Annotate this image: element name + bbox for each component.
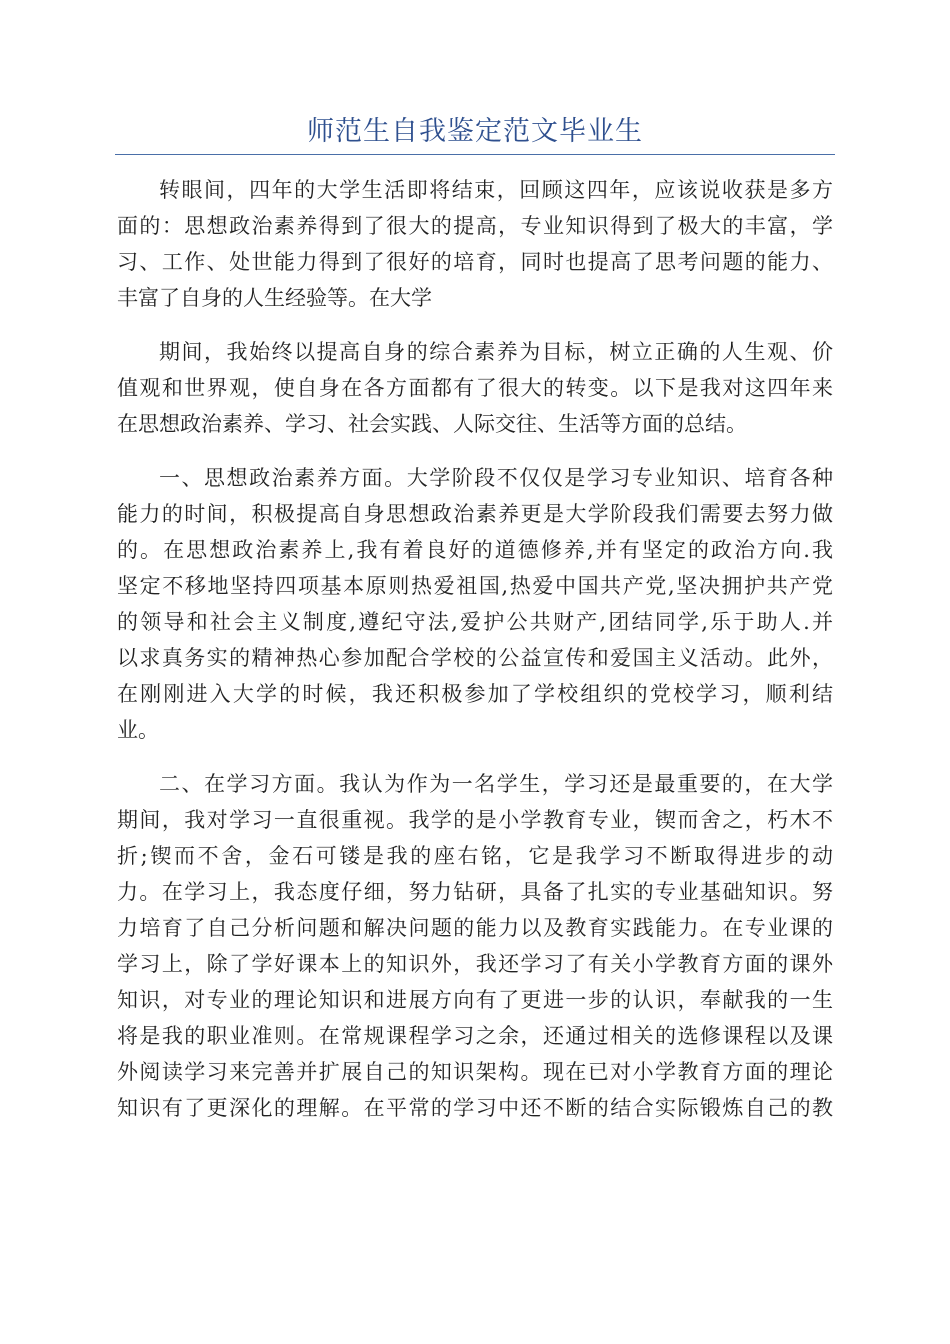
paragraph-2 — [117, 334, 833, 442]
paragraph-line: 学习上，除了学好课本上的知识外，我还学习了有关小学教育方面的课外 — [117, 952, 833, 976]
paragraph-line: 的领导和社会主义制度,遵纪守法,爱护公共财产,团结同学,乐于助人.并 — [117, 610, 833, 634]
paragraph-line: 转眼间，四年的大学生活即将结束，回顾这四年，应该说收获是多方 — [159, 178, 833, 202]
paragraph-line: 一、思想政治素养方面。大学阶段不仅仅是学习专业知识、培育各种 — [159, 466, 833, 490]
paragraph-line: 知识有了更深化的理解。在平常的学习中还不断的结合实际锻炼自己的教 — [117, 1096, 833, 1120]
paragraph-line: 将是我的职业准则。在常规课程学习之余，还通过相关的选修课程以及课 — [117, 1024, 833, 1048]
paragraph-line: 的。在思想政治素养上,我有着良好的道德修养,并有坚定的政治方向.我 — [117, 538, 833, 562]
paragraph-line: 以求真务实的精神热心参加配合学校的公益宣传和爱国主义活动。此外， — [117, 646, 833, 670]
paragraph-line: 期间，我始终以提高自身的综合素养为目标，树立正确的人生观、价 — [159, 340, 833, 364]
paragraph-1 — [117, 172, 833, 316]
paragraph-line: 面的：思想政治素养得到了很大的提高，专业知识得到了极大的丰富，学 — [117, 214, 833, 238]
paragraph-line: 二、在学习方面。我认为作为一名学生，学习还是最重要的，在大学 — [159, 772, 833, 796]
paragraph-line: 外阅读学习来完善并扩展自己的知识架构。现在已对小学教育方面的理论 — [117, 1060, 833, 1084]
paragraph-line: 丰富了自身的人生经验等。在大学 — [117, 286, 432, 310]
paragraph-line: 坚定不移地坚持四项基本原则热爱祖国,热爱中国共产党,坚决拥护共产党 — [117, 574, 833, 598]
document-body — [117, 172, 833, 1126]
paragraph-line: 习、工作、处世能力得到了很好的培育，同时也提高了思考问题的能力、 — [117, 250, 833, 274]
paragraph-line: 业。 — [117, 718, 159, 742]
paragraph-3 — [117, 460, 833, 748]
paragraph-line: 力。在学习上，我态度仔细，努力钻研，具备了扎实的专业基础知识。努 — [117, 880, 833, 904]
paragraph-line: 值观和世界观，使自身在各方面都有了很大的转变。以下是我对这四年来 — [117, 376, 833, 400]
paragraph-line: 折;锲而不舍，金石可镂是我的座右铭，它是我学习不断取得进步的动 — [117, 844, 833, 868]
paragraph-line: 力培育了自己分析问题和解决问题的能力以及教育实践能力。在专业课的 — [117, 916, 833, 940]
paragraph-line: 能力的时间，积极提高自身思想政治素养更是大学阶段我们需要去努力做 — [117, 502, 833, 526]
paragraph-line: 在思想政治素养、学习、社会实践、人际交往、生活等方面的总结。 — [117, 412, 747, 436]
paragraph-line: 知识，对专业的理论知识和进展方向有了更进一步的认识，奉献我的一生 — [117, 988, 833, 1012]
paragraph-line: 在刚刚进入大学的时候，我还积极参加了学校组织的党校学习，顺利结 — [117, 682, 833, 706]
document-title: 师范生自我鉴定范文毕业生 — [307, 116, 643, 147]
paragraph-line: 期间，我对学习一直很重视。我学的是小学教育专业，锲而舍之，朽木不 — [117, 808, 833, 832]
paragraph-4 — [117, 766, 833, 1126]
title-underline — [115, 154, 835, 155]
